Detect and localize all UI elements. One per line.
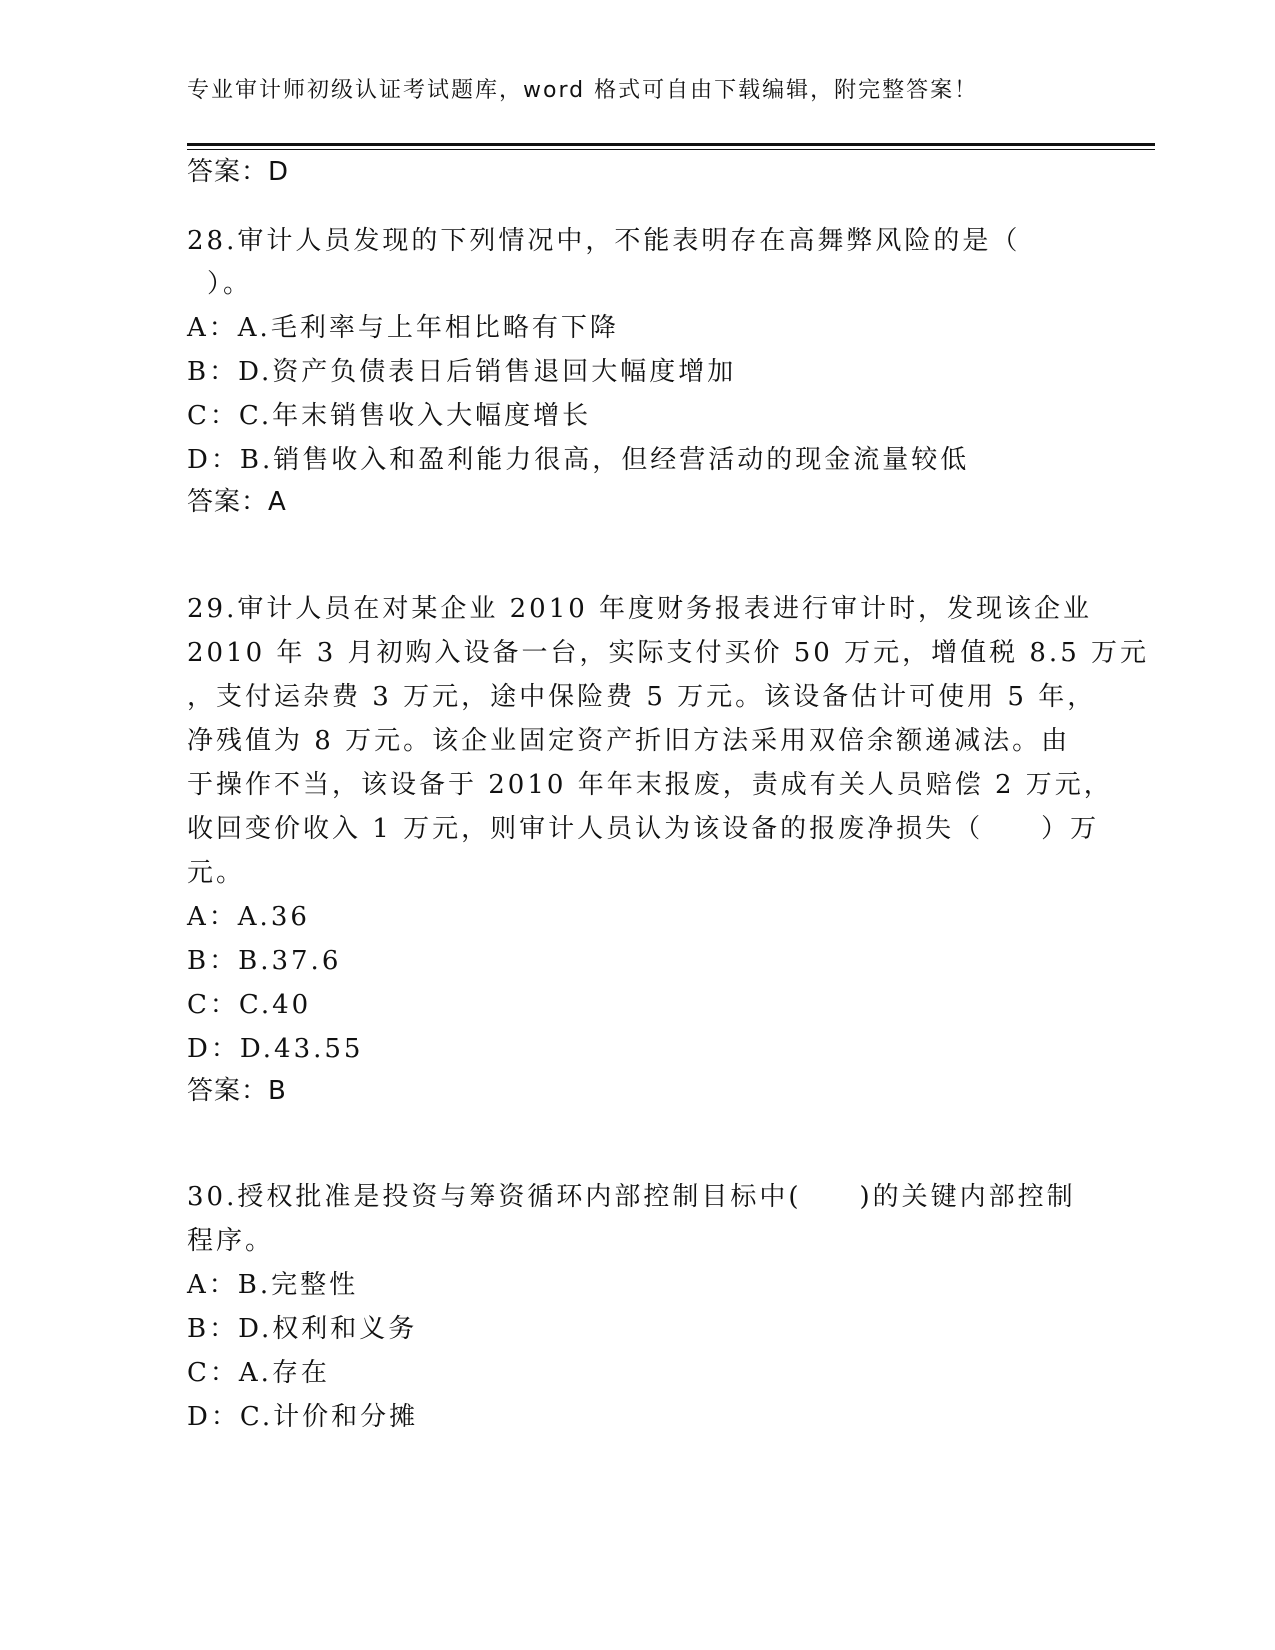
option-d: D：D.43.55: [187, 1034, 364, 1064]
question-stem-line: 2010 年 3 月初购入设备一台，实际支付买价 50 万元，增值税 8.5 万元: [187, 638, 1149, 668]
option-b: B：D.资产负债表日后销售退回大幅度增加: [187, 357, 737, 387]
option-d: D：C.计价和分摊: [187, 1402, 419, 1432]
option-a: A：B.完整性: [187, 1270, 359, 1300]
header-divider-thin: [187, 149, 1155, 150]
option-c: C：C.年末销售收入大幅度增长: [187, 401, 592, 431]
question-stem-line: 30.授权批准是投资与筹资循环内部控制目标中( )的关键内部控制: [187, 1182, 1076, 1212]
option-b: B：D.权利和义务: [187, 1314, 418, 1344]
header-text: 专业审计师初级认证考试题库，word 格式可自由下载编辑，附完整答案！: [187, 78, 979, 103]
question-stem-line: 元。: [187, 858, 246, 888]
question-stem-line: 程序。: [187, 1226, 275, 1256]
question-stem-line: 28.审计人员发现的下列情况中，不能表明存在高舞弊风险的是（: [187, 226, 1021, 256]
question-stem-line: 29.审计人员在对某企业 2010 年度财务报表进行审计时，发现该企业: [187, 594, 1093, 624]
option-a: A：A.毛利率与上年相比略有下降: [187, 313, 619, 343]
option-b: B：B.37.6: [187, 946, 342, 976]
question-stem-line: 于操作不当，该设备于 2010 年年末报废，责成有关人员赔偿 2 万元，: [187, 770, 1113, 800]
header-divider-thick: [187, 143, 1155, 146]
answer: 答案：B: [187, 1076, 287, 1106]
question-stem-line: 收回变价收入 1 万元，则审计人员认为该设备的报废净损失（ ）万: [187, 814, 1100, 844]
option-a: A：A.36: [187, 902, 310, 932]
question-stem-line: ，支付运杂费 3 万元，途中保险费 5 万元。该设备估计可使用 5 年，: [187, 682, 1097, 712]
option-c: C：A.存在: [187, 1358, 330, 1388]
option-d: D：B.销售收入和盈利能力很高，但经营活动的现金流量较低: [187, 445, 970, 475]
question-stem-line: ）。: [207, 269, 253, 299]
previous-answer: 答案：D: [187, 157, 290, 187]
answer: 答案：A: [187, 487, 287, 517]
option-c: C：C.40: [187, 990, 312, 1020]
question-stem-line: 净残值为 8 万元。该企业固定资产折旧方法采用双倍余额递减法。由: [187, 726, 1071, 756]
